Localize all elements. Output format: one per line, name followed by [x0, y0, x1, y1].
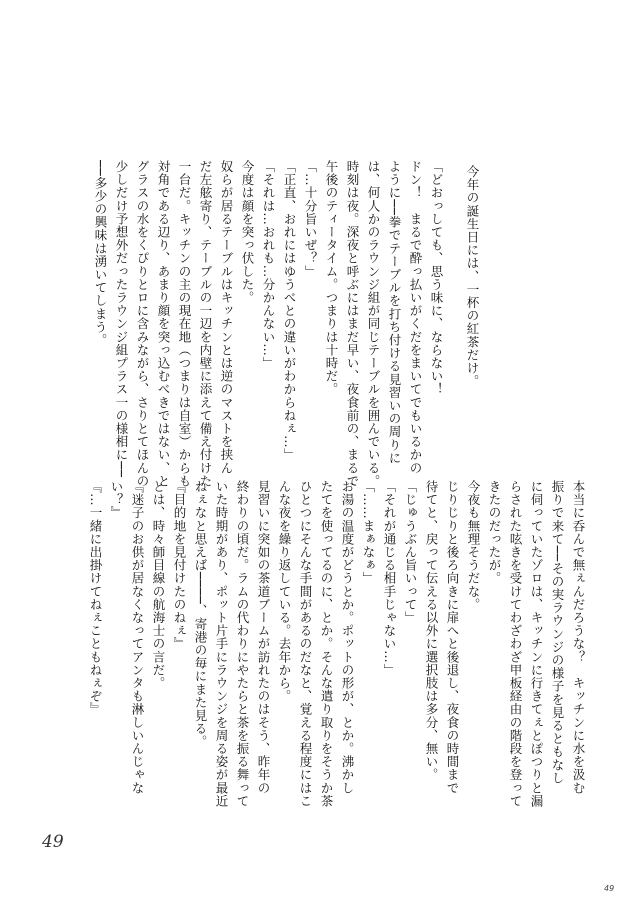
- text-line: は、何人かのラウンジ組が同じテーブルを囲んでいる。: [366, 160, 381, 488]
- text-line: 「……まぁなぁ」: [361, 480, 376, 585]
- text-line: 少しだけ予想外だったラウンジ組プラス一の様相に──: [114, 160, 129, 478]
- text-line: 奴らが居るテーブルはキッチンとは逆のマストを挟ん: [219, 160, 234, 475]
- page-number: 49: [42, 832, 64, 852]
- text-line: 振りで来て──その実ラウンジの様子を見るともなし: [550, 480, 565, 785]
- text-line: 「それが通じる相手じゃない…」: [382, 480, 397, 677]
- text-line: グラスの水をくぴりとロに含みながら、さりとてほんの: [135, 160, 150, 488]
- text-line: い？』: [109, 480, 124, 520]
- text-line: 本当に呑んで無ぇんだろうな？ キッチンに水を汲む: [571, 480, 586, 795]
- text-line: ひとつにそんな手間があるのだなと、覚える程度にはこ: [298, 480, 313, 808]
- upper-text-block: [90, 160, 447, 488]
- text-line: 見習いに突如の茶道ブームが訪れたのはそう、昨年の: [256, 480, 271, 795]
- text-line: 一台だ。キッチンの主の現在地（つまりは自室）からも: [177, 160, 192, 488]
- text-line: 待てと、戻って伝える以外に選択肢は多分、無い。: [424, 480, 439, 782]
- text-line: たてを使ってるのに、とか。そんな遣り取りをそうか茶: [319, 480, 334, 808]
- text-line: 『迷子のお供が居なくなってアンタも淋しいんじゃな: [130, 480, 145, 795]
- text-line: だ左舷寄り、テーブルの一辺を内壁に添えて備え付けた: [198, 160, 213, 488]
- text-line: 『目的地を見付けたのねぇ』: [172, 480, 187, 651]
- text-line: 「じゅうぶん旨いって」: [403, 480, 418, 625]
- page-number-small: 49: [604, 884, 615, 893]
- text-line: ねぇなと思えば────、寄港の毎にまた見る。: [193, 480, 208, 749]
- text-line: ように──拳でテーブルを打ち付ける見習いの周りに: [387, 160, 402, 465]
- text-line: 午後のティータイム。つまりは十時だ。: [324, 160, 339, 396]
- text-line: じりじりと後ろ向きに扉へと後退し、夜食の時間まで: [445, 480, 460, 795]
- text-line: らされた呟きを受けてわざわざ甲板経由の階段を登って: [508, 480, 523, 808]
- text-line: お湯の温度がどうとか。ポットの形が、とか。沸かし: [340, 480, 355, 795]
- text-line: に伺っていたゾロは、キッチンに行きてぇとぽつりと漏: [529, 480, 544, 808]
- text-line: 『…一緒に出掛けてねぇこともねぇぞ』: [88, 480, 103, 716]
- text-line: 「…十分旨いぜ？」: [303, 160, 318, 278]
- text-line: ──多少の興味は湧いてしまう。: [93, 160, 108, 347]
- text-line: 「正直、おれにはゆうべとの違いがわからねぇ…」: [282, 160, 297, 462]
- lower-text-block: [85, 480, 589, 808]
- text-line: とは、時々師目線の航海士の言だ。: [151, 480, 166, 690]
- text-line: ドン！ まるで酔っ払いがくだをまいてでもいるかの: [408, 160, 423, 475]
- text-line: んな夜を繰り返している。去年から。: [277, 480, 292, 703]
- text-line: 時刻は夜。深夜と呼ぶにはまだ早い、夜食前の、まるで: [345, 160, 360, 488]
- text-line: 終わりの頃だ。ラムの代わりにやたらと茶を振る舞って: [235, 480, 250, 808]
- text-line: 今夜も無理そうだな。: [466, 480, 481, 611]
- text-line: 「どおっしても、思う味に、ならない！: [429, 160, 444, 396]
- text-line: いた時期があり、ポット片手にラウンジを周る姿が最近: [214, 480, 229, 808]
- text-line: 対角である辺り、あまり顔を突っ込むべきではない、と: [156, 160, 171, 488]
- text-line: きたのだったが。: [487, 480, 502, 585]
- section-title: 今年の誕生日には、一杯の紅茶だけ。: [465, 165, 480, 388]
- text-line: 「それは…おれも…分かんない…」: [261, 160, 276, 370]
- text-line: 今度は顔を突っ伏した。: [240, 160, 255, 305]
